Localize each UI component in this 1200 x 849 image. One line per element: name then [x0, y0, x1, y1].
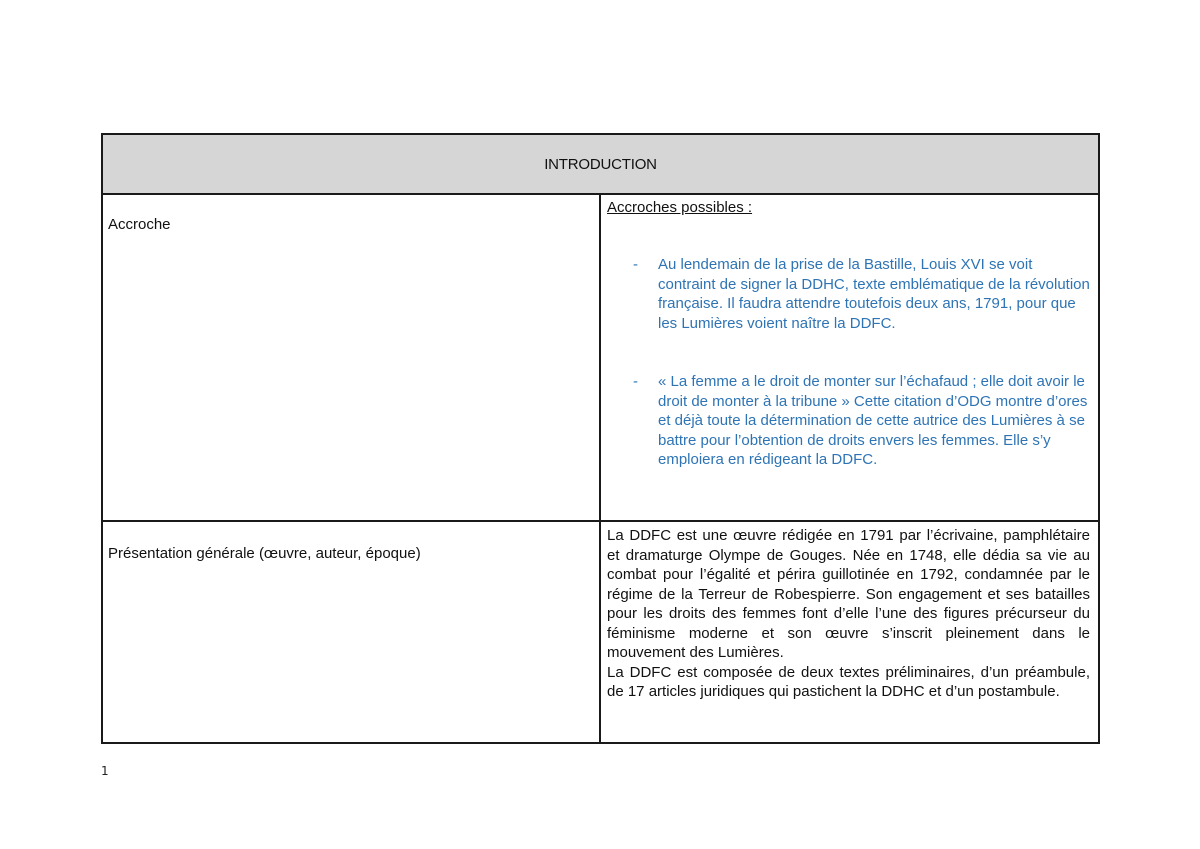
presentation-paragraph: La DDFC est une œuvre rédigée en 1791 par l’écrivaine, pamphlétaire et dramaturge Olympe de Gouges. Née en 1748, elle dédia sa vie au combat pour l’égalité et périra guillotinée en 1792, condamnée par le régime de la Terreur de Robespierre. Son engagement et ses batailles pour les droits des femmes font d’elle l’une des figures précurseur du féminisme moderne et son œuvre s’inscrit pleinement dans le mouvement des Lumières.	[606, 527, 1090, 661]
accroche-label-cell	[102, 194, 600, 521]
page-number: 1	[101, 764, 109, 778]
table-row-presentation	[102, 521, 1099, 743]
accroche-label: Accroche	[108, 216, 171, 233]
table-header-row	[102, 134, 1099, 194]
presentation-paragraph: La DDFC est composée de deux textes préliminaires, d’un préambule, de 17 articles juridiques qui pastichent la DDHC et d’un postambule.	[606, 663, 1090, 700]
table-header-cell	[102, 134, 1099, 194]
accroche-content-cell	[600, 194, 1099, 521]
list-bullet: -	[632, 256, 638, 273]
hook-text: « La femme a le droit de monter sur l’échafaud ; elle doit avoir le droit de monter à la tribune » Cette citation d’ODG montre d’ores et déjà toute la détermination de cette autrice des Lumières à se battre pour l’obtention de droits envers les femmes. Elle s’y emploiera en rédigeant la DDFC.	[657, 373, 1088, 468]
hook-text: Au lendemain de la prise de la Bastille, Louis XVI se voit contraint de signer la DDHC, texte emblématique de la révolution française. Il faudra attendre toutefois deux ans, 1791, pour que les Lumières voient naître la DDFC.	[657, 256, 1090, 332]
table-header-title: INTRODUCTION	[544, 155, 657, 173]
presentation-label: Présentation générale (œuvre, auteur, époque)	[108, 545, 421, 562]
introduction-table	[101, 133, 1100, 744]
presentation-label-cell	[102, 521, 600, 743]
hook-list	[607, 255, 1092, 470]
presentation-content-cell	[600, 521, 1099, 743]
table-row-accroche	[102, 194, 1099, 521]
list-item	[607, 255, 1092, 333]
accroches-title: Accroches possibles :	[606, 199, 753, 216]
list-bullet: -	[632, 373, 638, 390]
list-item	[607, 372, 1092, 470]
